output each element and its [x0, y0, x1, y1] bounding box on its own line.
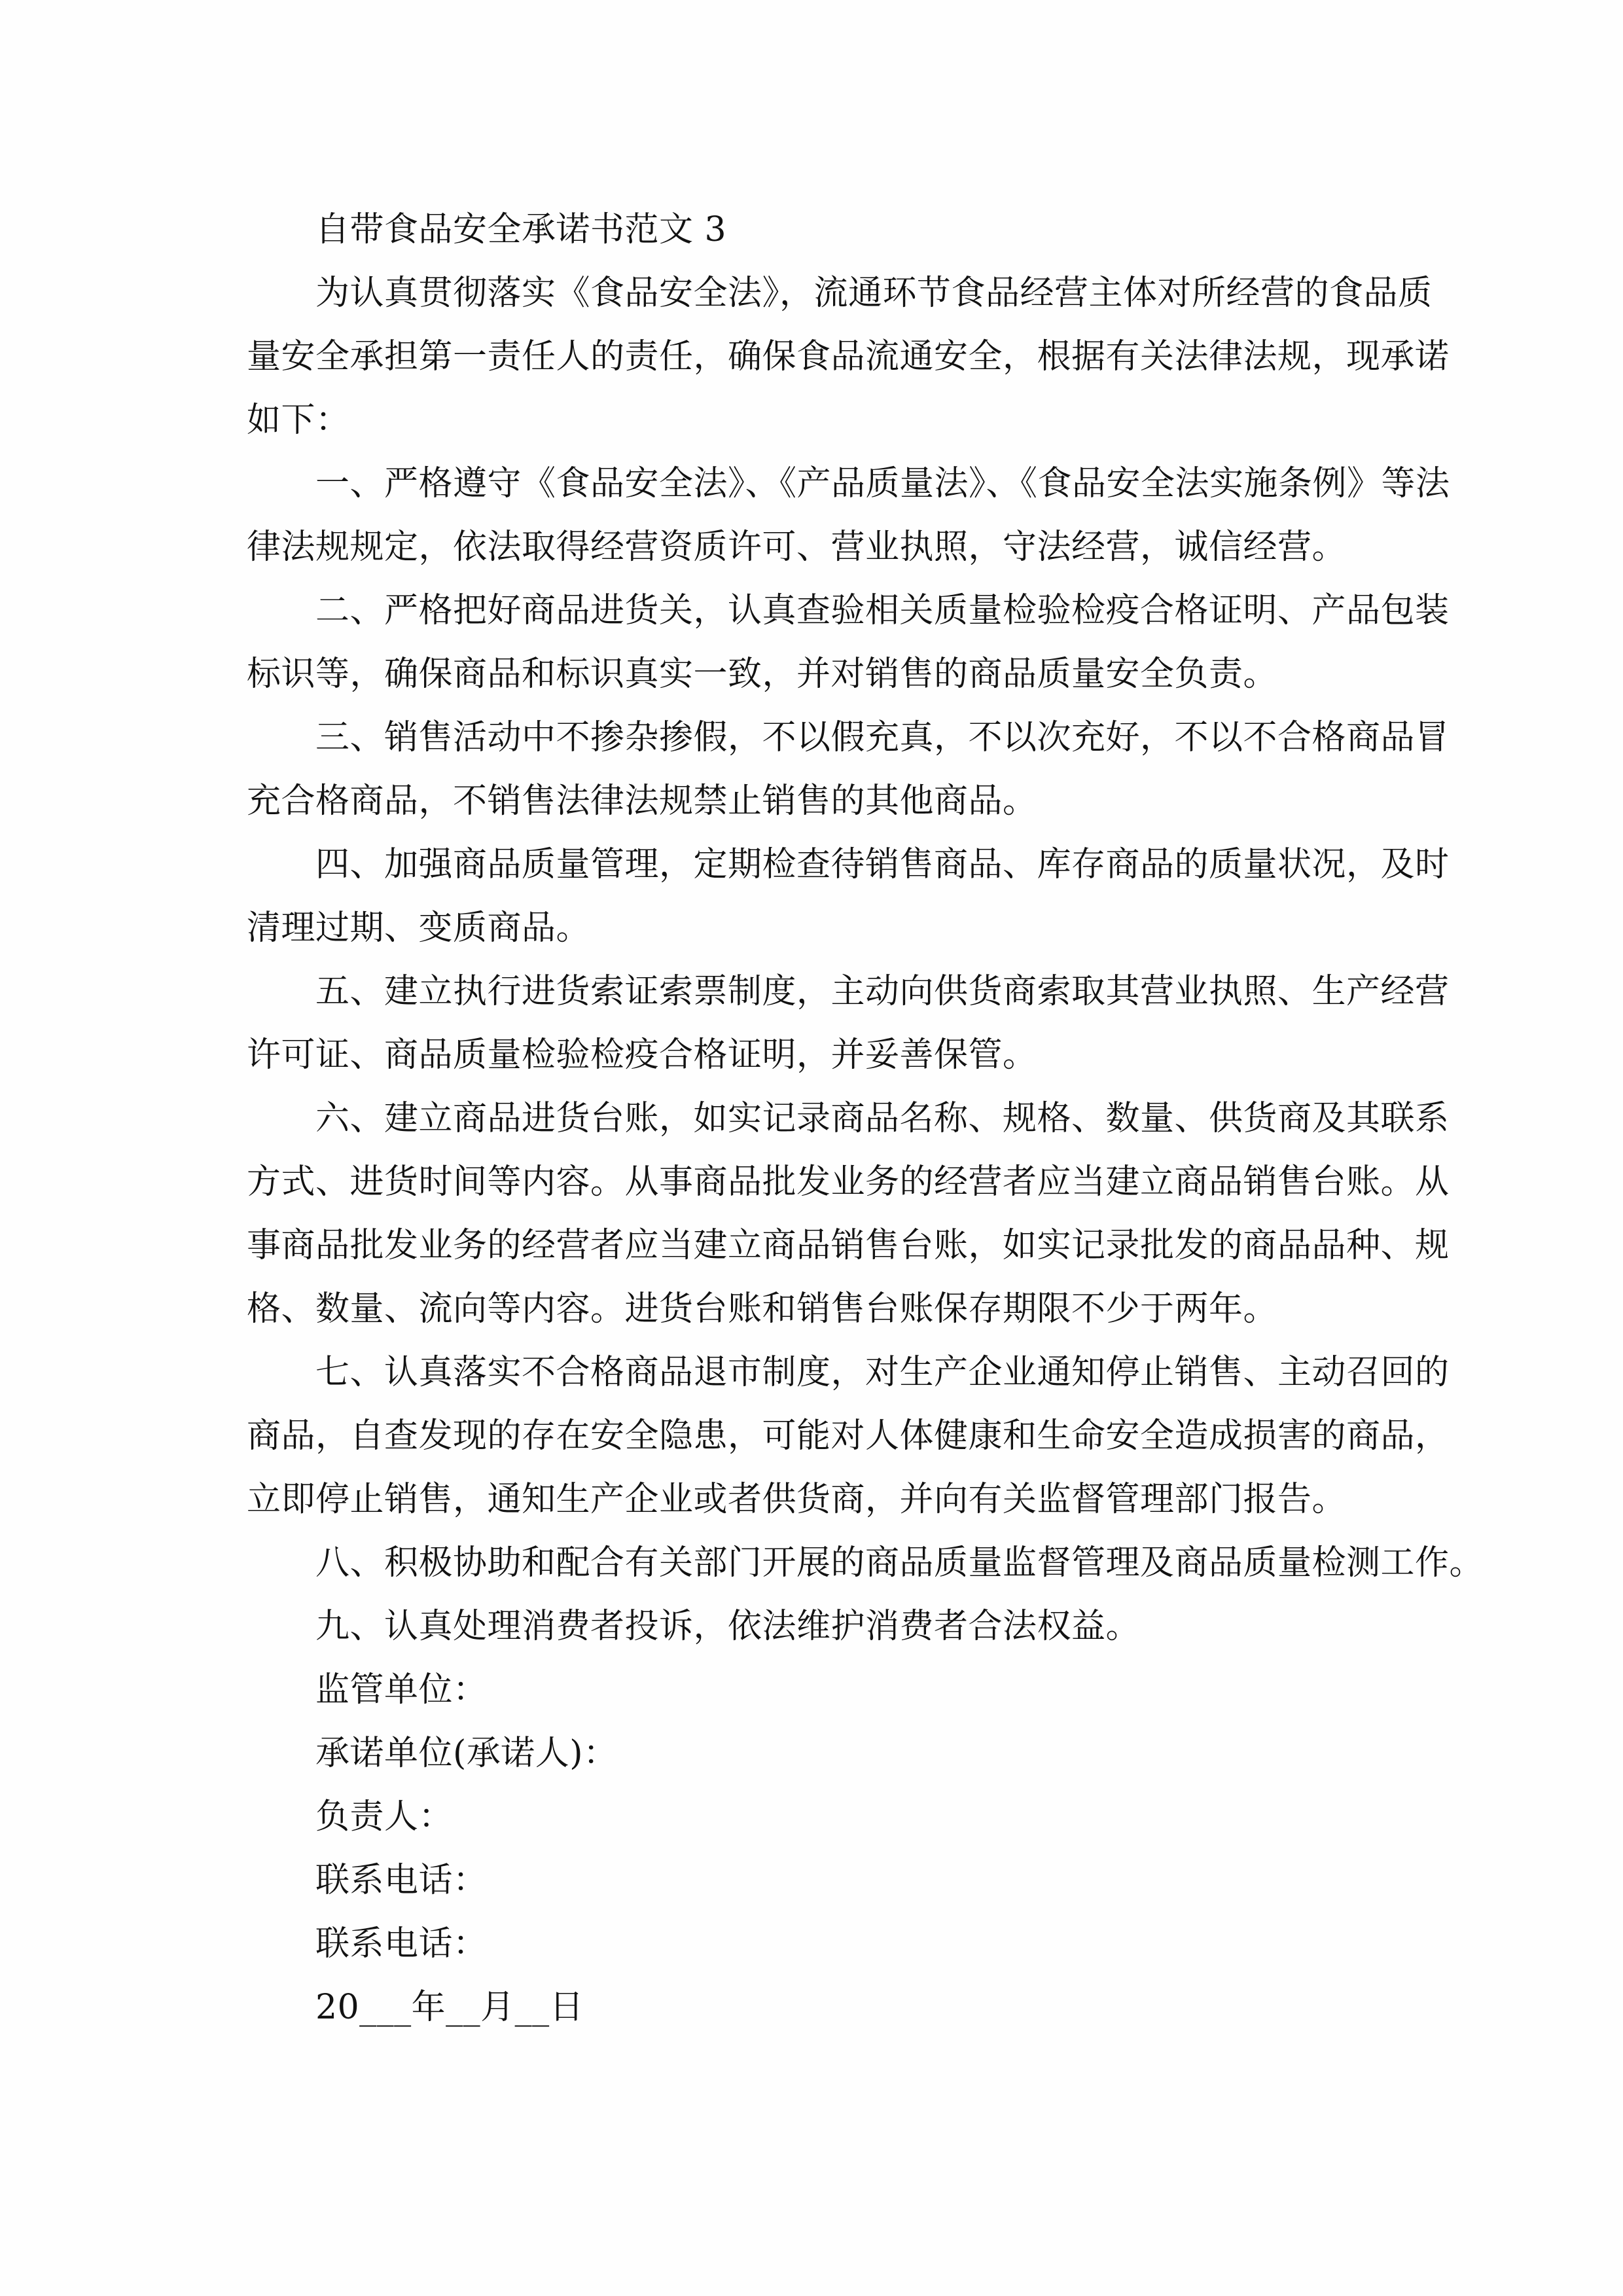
- text-line: 为认真贯彻落实《食品安全法》，流通环节食品经营主体对所经营的食品质: [315, 274, 1433, 313]
- text-line: 清理过期、变质商品。: [247, 908, 591, 948]
- text-line: 联系电话：: [315, 1861, 488, 1900]
- text-line: 商品，自查发现的存在安全隐患，可能对人体健康和生命安全造成损害的商品，: [247, 1416, 1450, 1456]
- text-line: 标识等，确保商品和标识真实一致，并对销售的商品质量安全负责。: [247, 655, 1278, 694]
- text-line: 充合格商品，不销售法律法规禁止销售的其他商品。: [247, 781, 1037, 821]
- text-line: 一、严格遵守《食品安全法》、《产品质量法》、《食品安全法实施条例》等法: [315, 464, 1450, 503]
- text-line: 六、建立商品进货台账，如实记录商品名称、规格、数量、供货商及其联系: [315, 1099, 1450, 1138]
- document-title: 自带食品安全承诺书范文 3: [315, 210, 727, 249]
- text-line: 许可证、商品质量检验检疫合格证明，并妥善保管。: [247, 1035, 1037, 1075]
- text-line: 事商品批发业务的经营者应当建立商品销售台账，如实记录批发的商品品种、规: [247, 1226, 1450, 1265]
- text-line: 负责人：: [315, 1797, 454, 1837]
- text-line: 格、数量、流向等内容。进货台账和销售台账保存期限不少于两年。: [247, 1289, 1278, 1329]
- text-line: 量安全承担第一责任人的责任，确保食品流通安全，根据有关法律法规，现承诺: [247, 337, 1450, 376]
- text-line: 立即停止销售，通知生产企业或者供货商，并向有关监督管理部门报告。: [247, 1480, 1347, 1519]
- text-line: 三、销售活动中不掺杂掺假，不以假充真，不以次充好，不以不合格商品冒: [315, 718, 1450, 757]
- text-line: 20___年__月__日: [315, 1988, 584, 2027]
- text-line: 二、严格把好商品进货关，认真查验相关质量检验检疫合格证明、产品包装: [315, 591, 1450, 630]
- text-line: 承诺单位(承诺人)：: [315, 1734, 618, 1773]
- text-line: 律法规规定，依法取得经营资质许可、营业执照，守法经营，诚信经营。: [247, 528, 1347, 567]
- text-line: 五、建立执行进货索证索票制度，主动向供货商索取其营业执照、生产经营: [315, 972, 1450, 1011]
- text-line: 方式、进货时间等内容。从事商品批发业务的经营者应当建立商品销售台账。从: [247, 1162, 1450, 1202]
- document-body: [247, 198, 1484, 2039]
- text-line: 八、积极协助和配合有关部门开展的商品质量监督管理及商品质量检测工作。: [315, 1543, 1484, 1583]
- text-line: 九、认真处理消费者投诉，依法维护消费者合法权益。: [315, 1607, 1141, 1646]
- text-line: 如下：: [247, 401, 350, 440]
- text-line: 七、认真落实不合格商品退市制度，对生产企业通知停止销售、主动召回的: [315, 1353, 1450, 1392]
- text-line: 监管单位：: [315, 1670, 488, 1710]
- text-line: 联系电话：: [315, 1924, 488, 1964]
- text-line: 四、加强商品质量管理，定期检查待销售商品、库存商品的质量状况，及时: [315, 845, 1450, 884]
